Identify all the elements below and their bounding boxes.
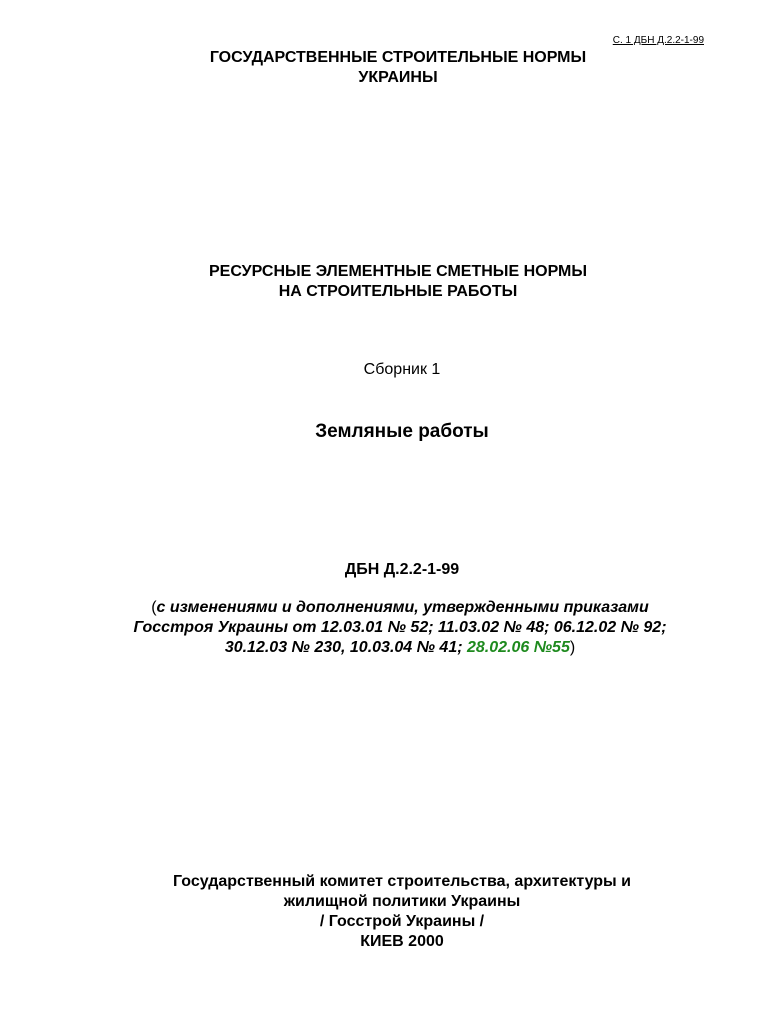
- amendments-line-3-text: 30.12.03 № 230, 10.03.04 № 41;: [224, 639, 467, 656]
- norms-title-line-1: РЕСУРСНЫЕ ЭЛЕМЕНТНЫЕ СМЕТНЫЕ НОРМЫ: [208, 263, 588, 280]
- amendments-line-1-text: с изменениями и дополнениями, утвержденными приказами: [156, 599, 649, 616]
- organization-title: [14, 48, 768, 88]
- collection-subject: Земляные работы: [315, 421, 489, 442]
- amendments-open-paren: (: [151, 599, 157, 616]
- amendments-line-3: [16, 638, 768, 658]
- amendments-latest-order: 28.02.06 №55: [466, 639, 570, 656]
- amendments-line-1: [16, 598, 768, 618]
- publisher-line-4: КИЕВ 2000: [360, 933, 444, 950]
- amendments-note: [16, 598, 768, 658]
- publisher-block: [18, 872, 768, 952]
- page-reference: С. 1 ДБН Д.2.2-1-99: [612, 35, 704, 46]
- document-code: ДБН Д.2.2-1-99: [344, 561, 460, 578]
- amendments-line-2: Госстроя Украины от 12.03.01 № 52; 11.03.02 № 48; 06.12.02 № 92;: [133, 619, 667, 636]
- organization-title-line-1: ГОСУДАРСТВЕННЫЕ СТРОИТЕЛЬНЫЕ НОРМЫ: [209, 49, 587, 66]
- norms-title: [14, 262, 768, 302]
- norms-title-line-2: НА СТРОИТЕЛЬНЫЕ РАБОТЫ: [278, 283, 518, 300]
- publisher-line-1: Государственный комитет строительства, архитектуры и: [172, 873, 631, 890]
- organization-title-line-2: УКРАИНЫ: [358, 69, 438, 86]
- collection-number: Сборник 1: [363, 361, 441, 378]
- publisher-line-3: / Госстрой Украины /: [319, 913, 485, 930]
- publisher-line-2: жилищной политики Украины: [283, 893, 521, 910]
- amendments-close-paren: ): [569, 639, 576, 656]
